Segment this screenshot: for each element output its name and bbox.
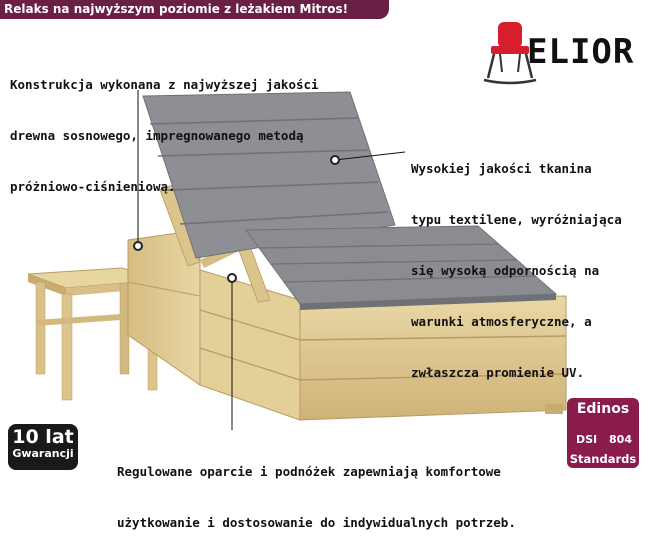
annotation-line: warunki atmosferyczne, a <box>411 314 592 329</box>
annotation-fabric <box>411 126 622 398</box>
certificate-title: Edinos <box>576 401 630 417</box>
warranty-value: 10 lat <box>12 426 74 448</box>
annotation-line: zwłaszcza promienie UV. <box>411 365 585 380</box>
warranty-badge <box>8 424 78 470</box>
annotation-line: użytkowanie i dostosowanie do indywidualnych potrzeb. <box>117 515 516 530</box>
annotation-line: próżniowo-ciśnieniową. <box>10 179 176 194</box>
annotation-line: się wysoką odpornością na <box>411 263 600 278</box>
annotation-line: typu textilene, wyróżniająca <box>411 212 622 227</box>
banner-text: Relaks na najwyższym poziomie z leżakiem Mitros! <box>4 2 349 16</box>
certificate-badge <box>567 398 639 468</box>
certificate-left: DSI <box>576 433 598 446</box>
annotation-adjust <box>117 429 516 548</box>
warranty-label: Gwarancji <box>12 447 74 460</box>
annotation-line: Wysokiej jakości tkanina <box>411 161 592 176</box>
header-banner <box>0 0 389 19</box>
brand-logo: ELIOR <box>527 32 635 72</box>
annotation-line: drewna sosnowego, impregnowanego metodą <box>10 128 304 143</box>
annotation-line: Regulowane oparcie i podnóżek zapewniają komfortowe <box>117 464 501 479</box>
certificate-subtitle: Standards <box>569 452 637 466</box>
certificate-right: 804 <box>609 433 632 446</box>
annotation-construction <box>10 42 319 212</box>
annotation-line: Konstrukcja wykonana z najwyższej jakości <box>10 77 319 92</box>
